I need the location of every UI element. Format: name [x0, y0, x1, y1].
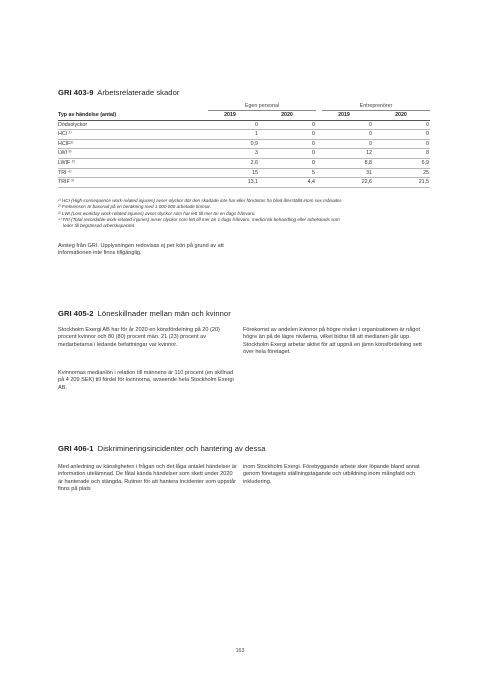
- page-number: 163: [235, 648, 245, 654]
- table-cell: 0: [259, 130, 316, 140]
- table-cell: 22,6: [316, 178, 373, 188]
- table-cell: 21,5: [373, 178, 430, 188]
- table-cell: HCIF²⁾: [58, 139, 202, 149]
- table-cell: 13,1: [202, 178, 259, 188]
- column-header: 2020: [373, 111, 430, 120]
- table-row: [58, 149, 430, 159]
- column-header: 2019: [202, 111, 259, 120]
- table-group-header: [58, 102, 430, 111]
- table-cell: 0: [259, 139, 316, 149]
- table-cell: 0: [259, 158, 316, 168]
- section3-paragraph-2: inom Stockholm Exergi. Förebyggande arbete sker löpande bland annat genom företagets ställningstagande och utbildning inom mångfald och inkludering.: [243, 464, 420, 485]
- deviation-note: Avsteg från GRI. Upplysningen redovisas ej per kön på grund av att informationen inte finns tillgänglig.: [58, 243, 224, 257]
- section-heading-405-2: [58, 309, 231, 318]
- table-cell: 8: [373, 149, 430, 159]
- table-cell: 15: [202, 168, 259, 178]
- section-code: GRI 403-9: [58, 88, 94, 97]
- section-code: GRI 405-2: [58, 309, 94, 318]
- table-row: [58, 178, 430, 188]
- table-cell: 0: [316, 120, 373, 130]
- group-contractors: Entreprenörer: [316, 102, 430, 111]
- table-row: [58, 158, 430, 168]
- footnote: ⁴⁾ TRI (Total recordable work-related injuries) avser olyckor som lett till mer än 1 dags frånvaro, medicinsk behandling eller arbetskads som: [58, 216, 340, 222]
- column-header: 2020: [259, 111, 316, 120]
- section-heading-403-9: [58, 88, 179, 97]
- table-cell: 2,6: [202, 158, 259, 168]
- section-title: Arbetsrelaterade skador: [97, 88, 180, 97]
- table-row: [58, 120, 430, 130]
- group-own-staff: Egen personal: [202, 102, 316, 111]
- injuries-table: [58, 102, 430, 188]
- table-cell: 0: [316, 130, 373, 140]
- table-cell: LWIF ²⁾: [58, 158, 202, 168]
- table-header-row: [58, 111, 430, 120]
- section-title: Diskrimineringsincidenter och hantering av dessa: [97, 444, 266, 453]
- footnote: ²⁾ Frekvensen är baserad på en beräkning med 1 000 000 arbetade timmar.: [58, 204, 212, 210]
- table-cell: 8,8: [316, 158, 373, 168]
- table-cell: LWI ³⁾: [58, 149, 202, 159]
- column-header: 2019: [316, 111, 373, 120]
- table-cell: 0: [373, 139, 430, 149]
- section-heading-406-1: [58, 444, 266, 453]
- table-cell: 4,4: [259, 178, 316, 188]
- section-code: GRI 406-1: [58, 444, 94, 453]
- table-cell: 1: [202, 130, 259, 140]
- table-cell: 6,9: [373, 158, 430, 168]
- table-cell: 0: [202, 120, 259, 130]
- table-cell: 31: [316, 168, 373, 178]
- table-cell: HCI ¹⁾: [58, 130, 202, 140]
- table-row: [58, 168, 430, 178]
- footnote: ¹⁾ HCI (High-consequence work-related injuries) avser olyckor där den skadade inte har eller förväntas ha blivit återställd inom sex månader.: [58, 198, 343, 203]
- footnote: ³⁾ LWI (Lost workday work-related injuries) avser olyckor som har lett till mer än en dags frånvaro.: [58, 210, 256, 216]
- table-cell: Dödsolyckor: [58, 120, 202, 130]
- section2-paragraph-2: Kvinnornas medianlön i relation till männens är 110 procent (en skillnad på 4 209 SEK) till fördel för kvinnorna, avseende hela Stockholm Exergi AB.: [58, 370, 234, 391]
- table-cell: 0: [373, 130, 430, 140]
- table-cell: TRI ⁴⁾: [58, 168, 202, 178]
- table-cell: 0: [259, 149, 316, 159]
- section2-paragraph-3: Förekomst av andelen kvinnor på högre nivåer i organisationen är något högre än på de lägre nivåerna, vilket bidrar till att medianen går upp. Stockholm Exergi arbetar aktivt för att uppnå en jämn könsfördelning sett över hela företaget.: [243, 327, 422, 356]
- footnote: leder till begränsad arbetskapacitet.: [63, 223, 136, 229]
- section-title: Löneskillnader mellan män och kvinnor: [97, 309, 231, 318]
- table-cell: 0: [259, 120, 316, 130]
- table-cell: 3: [202, 149, 259, 159]
- table-footnotes: [58, 198, 428, 229]
- column-header: Typ av händelse (antal): [58, 111, 202, 120]
- table-cell: 0: [316, 139, 373, 149]
- table-cell: 25: [373, 168, 430, 178]
- section2-paragraph-1: Stockholm Exergi AB har för år 2020 en könsfördelning på 20 (20) procent kvinnor och 80 (80) procent män. 21 (23) procent av medarbetarna i ledande befattningar var kvinnor.: [58, 327, 220, 348]
- table-cell: 12: [316, 149, 373, 159]
- table-row: [58, 139, 430, 149]
- table-cell: 5: [259, 168, 316, 178]
- section3-paragraph-1: Med anledning av känsligheten i frågan och det låga antalet händelser är information utelämnad. De fåtal kända händelser som skett under 2020 är hanterade och stängda. Rutiner för att hantera incidenter som uppstår finns på plats: [58, 464, 237, 493]
- table-cell: 0,9: [202, 139, 259, 149]
- table-cell: 0: [373, 120, 430, 130]
- table-row: [58, 130, 430, 140]
- table-cell: TRIF ²⁾: [58, 178, 202, 188]
